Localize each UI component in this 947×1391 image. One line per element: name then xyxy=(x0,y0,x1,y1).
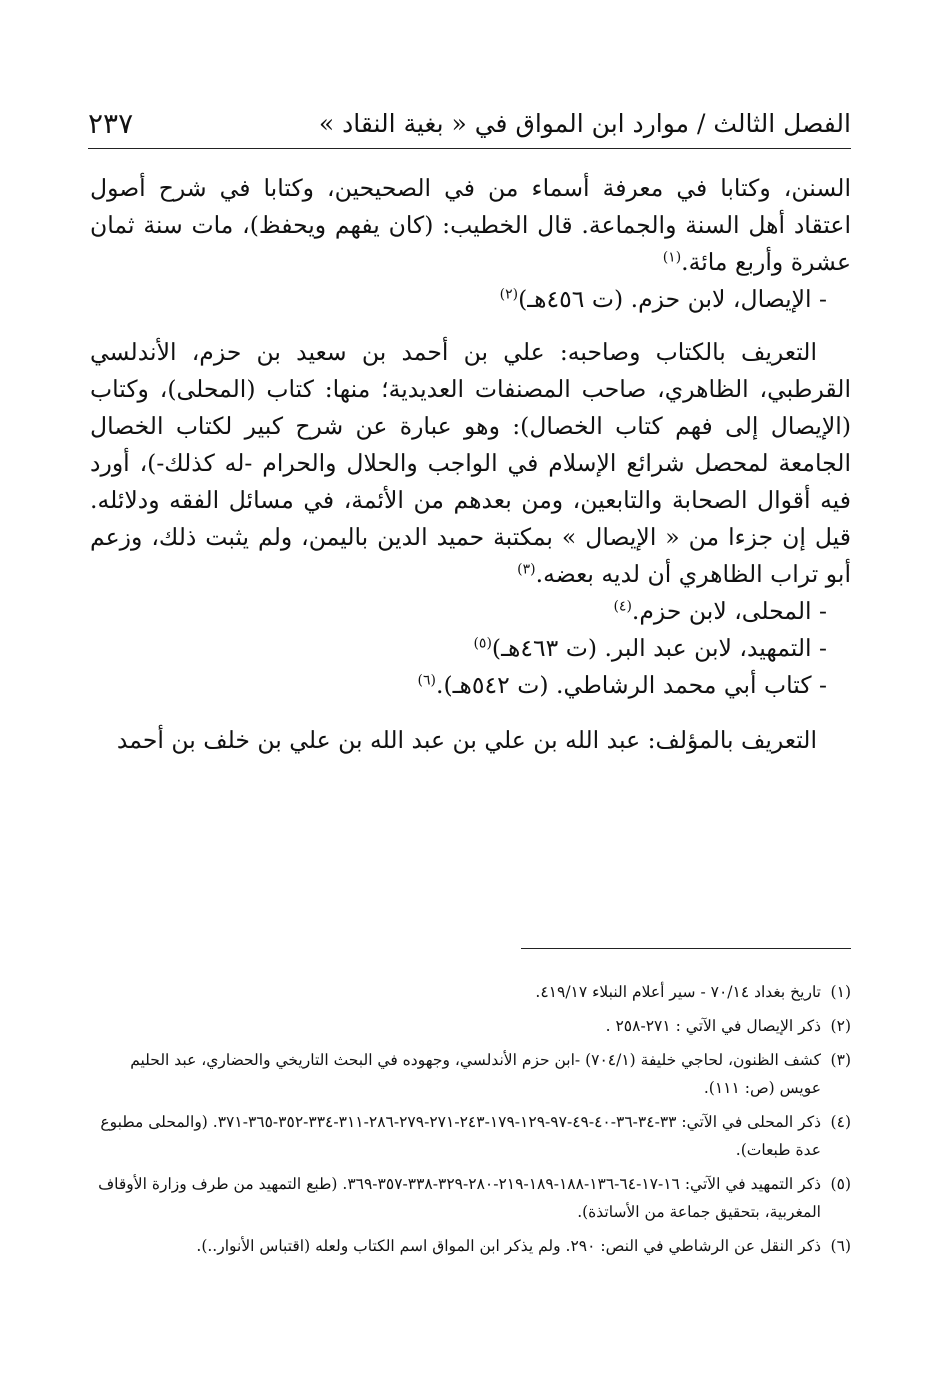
footnote-text: ذكر الإيصال في الآتي : ٢٧١-٢٥٨ . xyxy=(605,1017,821,1035)
footnote xyxy=(90,1012,851,1040)
footnote xyxy=(90,1046,851,1102)
footnote-text: تاريخ بغداد ٧٠/١٤ - سير أعلام النبلاء ٤١٩/١٧. xyxy=(535,983,821,1001)
running-header xyxy=(88,98,851,149)
paragraph-text: التعريف بالمؤلف: عبد الله بن علي بن عبد الله بن علي بن خلف بن أحمد xyxy=(116,726,817,754)
header-title: الفصل الثالث / موارد ابن المواق في « بغية النقاد » xyxy=(318,108,851,138)
footnote-number: (٤) xyxy=(830,1113,851,1131)
footnote xyxy=(90,978,851,1006)
list-item-text: - التمهيد، لابن عبد البر. (ت ٤٦٣هـ) xyxy=(491,634,827,662)
footnote-number: (٦) xyxy=(830,1237,851,1255)
list-item-text: - المحلى، لابن حزم. xyxy=(631,597,827,625)
footnote-divider xyxy=(521,948,851,949)
list-item xyxy=(90,281,851,318)
footnote-ref: (١) xyxy=(662,249,682,266)
footnote-ref: (٥) xyxy=(473,635,492,652)
list-item xyxy=(90,593,851,630)
list-item xyxy=(90,630,851,667)
footnote-ref: (٣) xyxy=(517,561,536,578)
list-item xyxy=(90,667,851,704)
footnote xyxy=(90,1232,851,1260)
footnote-ref: (٤) xyxy=(613,598,632,615)
footnote-text: كشف الظنون، لحاجي خليفة (٧٠٤/١) -ابن حزم الأندلسي، وجهوده في البحث التاريخي والحضاري، عبد الحليم عويس (ص: ١١١). xyxy=(130,1051,821,1097)
paragraph xyxy=(90,722,851,759)
paragraph-text: السنن، وكتابا في معرفة أسماء من في الصحيحين، وكتابا في شرح أصول اعتقاد أهل السنة والجماعة. قال الخطيب: (كان يفهم ويحفظ)، مات سنة ثمان عشرة وأربع مائة. xyxy=(90,174,851,276)
footnote-ref: (٢) xyxy=(499,286,519,303)
footnote xyxy=(90,1170,851,1226)
paragraph xyxy=(90,334,851,593)
main-text xyxy=(90,170,851,759)
footnote-number: (٢) xyxy=(830,1017,851,1035)
list-item-text: - كتاب أبي محمد الرشاطي. (ت ٥٤٢هـ). xyxy=(435,671,827,699)
footnote-number: (٣) xyxy=(830,1051,851,1069)
footnotes xyxy=(90,978,851,1266)
footnote-number: (٥) xyxy=(830,1175,851,1193)
footnote-text: ذكر المحلى في الآتي: ٣٣-٣٤-٣٦-٤٠-٤٩-٩٧-١٢٩-١٧٩-٢٤٣-٢٧١-٢٧٩-٢٨٦-٣١١-٣٣٤-٣٥٢-٣٦٥-٣٧١. (والمحلى مطبوع عدة طبعات). xyxy=(100,1113,821,1159)
page-number: ٢٣٧ xyxy=(88,106,134,140)
paragraph-text: التعريف بالكتاب وصاحبه: علي بن أحمد بن سعيد بن حزم، الأندلسي القرطبي، الظاهري، صاحب المصنفات العديدية؛ منها: كتاب (المحلى)، وكتاب (الإيصال إلى فهم كتاب الخصال): وهو عبارة عن شرح كبير لكتاب الخصال الجامعة لمحصل شرائع الإسلام في الواجب والحلال والحرام -له كذلك-)، أورد فيه أقوال الصحابة والتابعين، ومن بعدهم من الأئمة، في مسائل الفقه ودلائله. قيل إن جزءا من « الإيصال » بمكتبة حميد الدين باليمن، ولم يثبت ذلك، وزعم أبو تراب الظاهري أن لديه بعضه. xyxy=(90,338,851,588)
paragraph xyxy=(90,170,851,281)
footnote-text: ذكر التمهيد في الآتي: ١٦-١٧-٦٤-١٣٦-١٨٨-١٨٩-٢١٩-٢٨٠-٣٢٩-٣٣٨-٣٥٧-٣٦٩. (طبع التمهيد من طرف وزارة الأوقاف المغربية، بتحقيق جماعة من الأساتذة). xyxy=(98,1175,821,1221)
footnote-number: (١) xyxy=(830,983,851,1001)
list-item-text: - الإيصال، لابن حزم. (ت ٤٥٦هـ) xyxy=(518,285,827,313)
footnote xyxy=(90,1108,851,1164)
footnote-ref: (٦) xyxy=(417,672,436,689)
footnote-text: ذكر النقل عن الرشاطي في النص: ٢٩٠. ولم يذكر ابن المواق اسم الكتاب ولعله (اقتباس الأنوار..). xyxy=(196,1237,821,1255)
